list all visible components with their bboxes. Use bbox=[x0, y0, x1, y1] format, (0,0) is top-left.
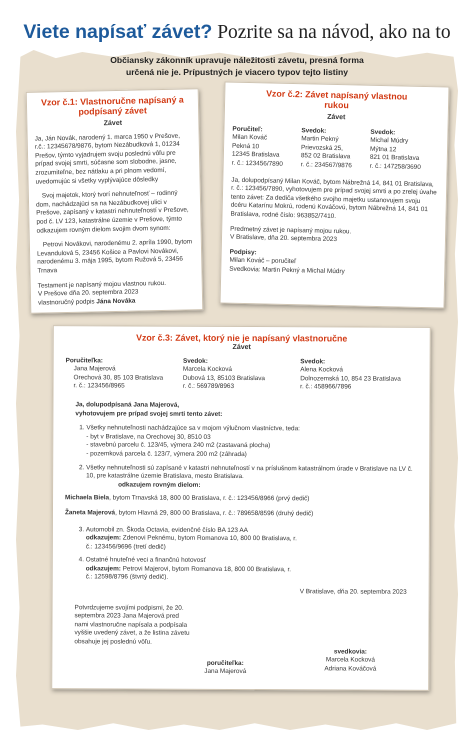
page-title: Viete napísať závet? Pozrite sa na návod, ako na to bbox=[23, 21, 451, 43]
template-card-2 bbox=[220, 81, 450, 308]
card-3-heading: Závet bbox=[232, 343, 251, 352]
card-3-heir-2: Žaneta Majerová, bytom Hlavná 29, 800 00 Bratislava, r. č.: 789658/8596 (druhý dedič) bbox=[64, 509, 314, 518]
card-1-paragraph-1: Ja, Ján Novák, narodený 1. marca 1950 v Prešove, r.č.: 12345678/9876, bytom Nezábudková 1, 01234 Prešov, týmto vyjadrujem svoju poslednú vôľu pre prípad svojej smrti, súčasne som slobodne, jasne, zrozumiteľne, bez nátlaku a pri plnom vedomí, uvedomujúc si všetky vyplývajúce dôsledky bbox=[34, 132, 181, 186]
card-2-paragraph-1: Ja, dolupodpísaný Milan Kováč, bytom Nábrežná 14, 841 01 Bratislava, r. č.: 123456/7890, vyhotovujem pre prípad svojej smrti a po zrelej úvahe tento závet: Za dediča všetkého svojho majetku ustanovujem svoju dcéru Katarínu Mokrú, rodenú Kováčovú, bytom Nábrežná 14, 841 01 Bratislava, rodné číslo: 963852/7410. bbox=[230, 176, 437, 220]
card-1-paragraph-3: Petrovi Novákovi, narodenému 2. apríla 1990, bytom Levandulová 5, 23456 Košice a Pavlovi Novákovi, narodenému 3. mája 1995, bytom Ružová 5, 23456 Trnava bbox=[37, 238, 193, 275]
card-2-title: Vzor č.2: Závet napísaný vlastnou rukou bbox=[266, 88, 408, 111]
template-card-1 bbox=[26, 88, 204, 314]
card-2-parties: Poručiteľ: Milan Kováč Pekná 10 12345 Bratislava r. č.: 123456/7890 Svedok: Martin Pekný Prievozská 25, 852 02 Bratislava r. č.: 234567/9876 Svedok: Michal Múdry Mýtna 12 821 01 Bratislava r. č.: 147258/3690 bbox=[231, 125, 421, 171]
card-1-paragraph-2: Svoj majetok, ktorý tvorí nehnuteľnosť – rodinný dom, nachádzajúci sa na Nezábudkovej ulici v Prešove, zapísaný v katastri nehnuteľností v Prešove, pod č. LV 123, katastrálne územie v Prešove, týmto odkazujem rovným dielom svojim dvom synom: bbox=[35, 189, 189, 235]
card-2-date: V Bratislave, dňa 20. septembra 2023 bbox=[229, 233, 338, 244]
card-3-item-1: 1. Všetky nehnuteľnosti nachádzajúce sa v mojom výlučnom vlastníctve, teda: - byt v Bratislave, na Orechovej 30, 8510 03 - stavebnú parcelu č. 123/45, výmera 240 m2 (zastavaná plocha) - pozemková parcela č. 123/7, výmera 200 m2 (záhrada) bbox=[86, 424, 417, 460]
card-2-paragraph-2: Predmetný závet je napísaný mojou rukou. bbox=[230, 225, 352, 235]
card-2-signature-testator: Milan Kováč – poručiteľ bbox=[229, 256, 297, 266]
card-3-intro: Ja, dolupodpísaná Jana Majerová, vyhotovujem pre prípad svojej smrti tento závet: bbox=[75, 401, 223, 418]
card-2-signature-witnesses: Svedkovia: Martin Pekný a Michal Múdry bbox=[229, 265, 345, 276]
template-card-3 bbox=[51, 325, 431, 691]
card-3-bequest-list bbox=[75, 424, 417, 491]
card-3-heir-1: Michaela Biela, bytom Trnavská 18, 800 00 Bratislava, r. č.: 123456/8966 (prvý dedič) bbox=[65, 494, 310, 503]
card-3-title: Vzor č.3: Závet, ktorý nie je napísaný vlastnoručne bbox=[136, 332, 348, 344]
lead-text: Občiansky zákonník upravuje náležitosti závetu, presná forma určená nie je. Prípustných je viacero typov tejto listiny bbox=[110, 55, 364, 77]
card-1-date: V Prešove dňa 20. septembra 2023 bbox=[37, 288, 139, 298]
card-1-signature: vlastnoručný podpis Jána Nováka bbox=[38, 297, 136, 307]
card-3-item-4: 4. Ostatné hnuteľné veci a finančnú hotovosť odkazujem: Petrovi Majerovi, bytom Romanova 18, 800 00 Bratislava, r. č.: 12598/8796 (štvrtý dedič). bbox=[86, 557, 417, 584]
card-3-item-3: 3. Automobil zn. Škoda Octavia, evidenčné číslo BA 123 AA odkazujem: Zdenovi Peknému, bytom Romanova 10, 800 00 Bratislava, r. č.: 123456/9696 (tretí dedič) bbox=[86, 526, 417, 553]
card-3-bequest-list-2 bbox=[75, 526, 417, 584]
card-2-signatures-label: Podpisy: bbox=[229, 248, 257, 256]
card-1-title: Vzor č.1: Vlastnoručne napísaný a podpísaný závet bbox=[40, 94, 184, 117]
card-3-item-2: 2. Všetky nehnuteľnosti sú zapísané v katastri nehnuteľností v na príslušnom katastrálnom úrade v Bratislave na LV č. 10, pre katastrálne územie Bratislava, mesto Bratislava. odkazujem rovným dielom: bbox=[86, 464, 417, 491]
card-1-paragraph-4: Testament je napísaný mojou vlastnou rukou. bbox=[37, 279, 167, 290]
card-1-heading: Závet bbox=[103, 119, 123, 128]
card-3-parties: Poručiteľka: Jana Majerová Orechová 30, 85 103 Bratislava r. č.: 123456/8965 Svedok: Marcela Kocková Dubová 13, 85103 Bratislava r. č.: 569789/8963 Svedok: Alena Kocková Dolnozemská 10, 854 23 Bratislava r. č.: 458966/7896 bbox=[65, 356, 401, 391]
card-3-signatures bbox=[64, 648, 416, 678]
card-3-signature-testator: poručiteľka: Jana Majerová bbox=[204, 659, 247, 676]
card-2-heading: Závet bbox=[327, 113, 346, 122]
card-3-closing: Potvrdzujeme svojími podpismi, že 20. septembra 2023 Jana Majerová pred nami vlastnoručne napísala a podpísala vyššie uvedený závet, a že listina závetu obsahuje jej poslednú vôľu. bbox=[74, 603, 190, 646]
card-3-date: V Bratislave, dňa 20. septembra 2023 bbox=[299, 588, 407, 596]
card-3-signature-witnesses: svedkovia: Marcela Kocková Adriana Kováčová bbox=[324, 648, 377, 673]
